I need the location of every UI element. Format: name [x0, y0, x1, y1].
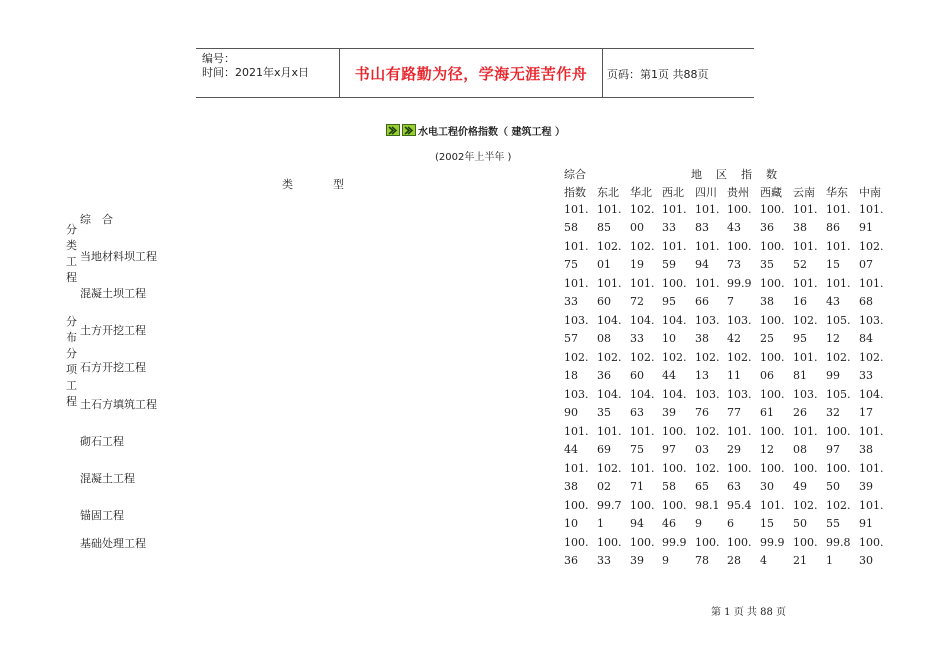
table-cell: 100. 97 [826, 425, 851, 456]
table-cell: 105. 12 [826, 314, 851, 345]
type-header-2: 型 [333, 178, 344, 191]
table-cell: 100. 30 [760, 462, 785, 493]
header-motto: 书山有路勤为径，学海无涯苦作舟 [339, 49, 603, 97]
row-label: 综 合 [80, 213, 113, 226]
table-cell: 100. 12 [760, 425, 785, 456]
table-cell: 101. 52 [793, 240, 818, 271]
table-cell: 104. 33 [630, 314, 655, 345]
table-cell: 102. 18 [564, 351, 589, 382]
table-cell: 101. 75 [564, 240, 589, 271]
row-label: 砌石工程 [80, 435, 124, 448]
row-label: 基础处理工程 [80, 537, 146, 550]
column-header: 云南 [793, 186, 815, 199]
table-cell: 101. 58 [564, 203, 589, 234]
table-cell: 101. 60 [597, 277, 622, 308]
table-cell: 101. 72 [630, 277, 655, 308]
table-cell: 100. 30 [859, 536, 884, 567]
composite-header: 综合 [564, 168, 586, 181]
row-label: 当地材料坝工程 [80, 250, 157, 263]
table-cell: 100. 50 [826, 462, 851, 493]
table-cell: 102. 65 [695, 462, 720, 493]
table-cell: 100. 06 [760, 351, 785, 382]
table-cell: 100. 95 [662, 277, 687, 308]
table-cell: 103. 42 [727, 314, 752, 345]
table-cell: 104. 10 [662, 314, 687, 345]
table-cell: 104. 17 [859, 388, 884, 419]
page-footer: 第 1 页 共 88 页 [711, 607, 786, 618]
table-cell: 100. 63 [727, 462, 752, 493]
table-cell: 100. 39 [630, 536, 655, 567]
title-text: 水电工程价格指数（ 建筑工程 ） [418, 126, 565, 138]
table-cell: 102. 01 [597, 240, 622, 271]
table-cell: 101. 94 [695, 240, 720, 271]
column-header: 四川 [695, 186, 717, 199]
table-cell: 102. 44 [662, 351, 687, 382]
table-cell: 103. 26 [793, 388, 818, 419]
table-cell: 102. 00 [630, 203, 655, 234]
row-label: 混凝土坝工程 [80, 287, 146, 300]
table-cell: 105. 32 [826, 388, 851, 419]
table-cell: 101. 38 [793, 203, 818, 234]
table-cell: 100. 36 [564, 536, 589, 567]
table-cell: 100. 35 [760, 240, 785, 271]
table-cell: 100. 78 [695, 536, 720, 567]
table-cell: 100. 61 [760, 388, 785, 419]
table-cell: 101. 43 [826, 277, 851, 308]
table-cell: 102. 33 [859, 351, 884, 382]
table-cell: 102. 55 [826, 499, 851, 530]
table-cell: 101. 68 [859, 277, 884, 308]
table-cell: 102. 11 [727, 351, 752, 382]
table-cell: 99.7 1 [597, 499, 622, 530]
arrow-icon [402, 124, 416, 136]
table-cell: 101. 66 [695, 277, 720, 308]
table-cell: 101. 83 [695, 203, 720, 234]
column-header: 指数 [564, 186, 586, 199]
table-cell: 100. 21 [793, 536, 818, 567]
table-cell: 101. 75 [630, 425, 655, 456]
column-header: 西藏 [760, 186, 782, 199]
table-cell: 101. 15 [826, 240, 851, 271]
table-cell: 101. 44 [564, 425, 589, 456]
type-header: 类 [282, 178, 293, 191]
table-cell: 102. 02 [597, 462, 622, 493]
table-cell: 99.9 4 [760, 536, 785, 567]
document-header [196, 48, 754, 98]
table-cell: 99.9 7 [727, 277, 752, 308]
row-label: 土方开挖工程 [80, 324, 146, 337]
row-label: 石方开挖工程 [80, 361, 146, 374]
column-header: 华北 [630, 186, 652, 199]
table-cell: 101. 08 [793, 425, 818, 456]
table-cell: 102. 03 [695, 425, 720, 456]
table-cell: 103. 84 [859, 314, 884, 345]
code-label: 编号： [202, 52, 235, 65]
table-cell: 95.4 6 [727, 499, 752, 530]
table-cell: 99.9 9 [662, 536, 687, 567]
table-cell: 102. 60 [630, 351, 655, 382]
table-title [386, 123, 565, 137]
table-cell: 98.1 9 [695, 499, 720, 530]
column-header: 华东 [826, 186, 848, 199]
table-cell: 100. 28 [727, 536, 752, 567]
table-cell: 103. 77 [727, 388, 752, 419]
column-header: 西北 [662, 186, 684, 199]
row-label: 锚固工程 [80, 509, 124, 522]
group-label-fenlei: 分类工程 [66, 223, 77, 284]
table-cell: 99.8 1 [826, 536, 851, 567]
group-label-fenbu: 分布分项工程 [66, 315, 77, 408]
row-label: 土石方填筑工程 [80, 398, 157, 411]
row-label: 混凝土工程 [80, 472, 135, 485]
table-cell: 102. 95 [793, 314, 818, 345]
column-header: 中南 [859, 186, 881, 199]
table-cell: 101. 38 [859, 425, 884, 456]
table-cell: 101. 91 [859, 499, 884, 530]
table-cell: 102. 07 [859, 240, 884, 271]
table-cell: 100. 73 [727, 240, 752, 271]
table-cell: 101. 29 [727, 425, 752, 456]
table-cell: 102. 19 [630, 240, 655, 271]
table-cell: 100. 38 [760, 277, 785, 308]
table-cell: 103. 76 [695, 388, 720, 419]
table-cell: 104. 35 [597, 388, 622, 419]
table-cell: 101. 81 [793, 351, 818, 382]
table-cell: 101. 38 [564, 462, 589, 493]
time-label: 时间：2021年x月x日 [202, 66, 310, 79]
table-cell: 101. 69 [597, 425, 622, 456]
table-cell: 100. 36 [760, 203, 785, 234]
table-cell: 100. 10 [564, 499, 589, 530]
table-subtitle: (2002年上半年 ) [435, 152, 512, 163]
table-cell: 103. 57 [564, 314, 589, 345]
table-cell: 100. 97 [662, 425, 687, 456]
table-cell: 101. 39 [859, 462, 884, 493]
table-cell: 101. 86 [826, 203, 851, 234]
table-cell: 102. 13 [695, 351, 720, 382]
table-cell: 101. 33 [662, 203, 687, 234]
table-cell: 104. 63 [630, 388, 655, 419]
table-cell: 104. 39 [662, 388, 687, 419]
table-cell: 103. 90 [564, 388, 589, 419]
column-header: 东北 [597, 186, 619, 199]
table-cell: 100. 58 [662, 462, 687, 493]
column-header: 贵州 [727, 186, 749, 199]
arrow-icon [386, 124, 400, 136]
table-cell: 101. 33 [564, 277, 589, 308]
table-cell: 101. 59 [662, 240, 687, 271]
table-cell: 101. 71 [630, 462, 655, 493]
region-index-header: 地区指数 [691, 168, 791, 181]
table-cell: 101. 15 [760, 499, 785, 530]
header-meta [202, 52, 309, 80]
table-cell: 102. 36 [597, 351, 622, 382]
table-cell: 100. 94 [630, 499, 655, 530]
table-cell: 100. 33 [597, 536, 622, 567]
table-cell: 100. 46 [662, 499, 687, 530]
header-page-info: 页码：第1页 共88页 [607, 68, 709, 81]
table-cell: 101. 16 [793, 277, 818, 308]
table-cell: 104. 08 [597, 314, 622, 345]
table-cell: 101. 85 [597, 203, 622, 234]
table-cell: 101. 91 [859, 203, 884, 234]
table-cell: 102. 99 [826, 351, 851, 382]
table-cell: 103. 38 [695, 314, 720, 345]
table-cell: 102. 50 [793, 499, 818, 530]
table-cell: 100. 43 [727, 203, 752, 234]
table-cell: 100. 25 [760, 314, 785, 345]
table-cell: 100. 49 [793, 462, 818, 493]
